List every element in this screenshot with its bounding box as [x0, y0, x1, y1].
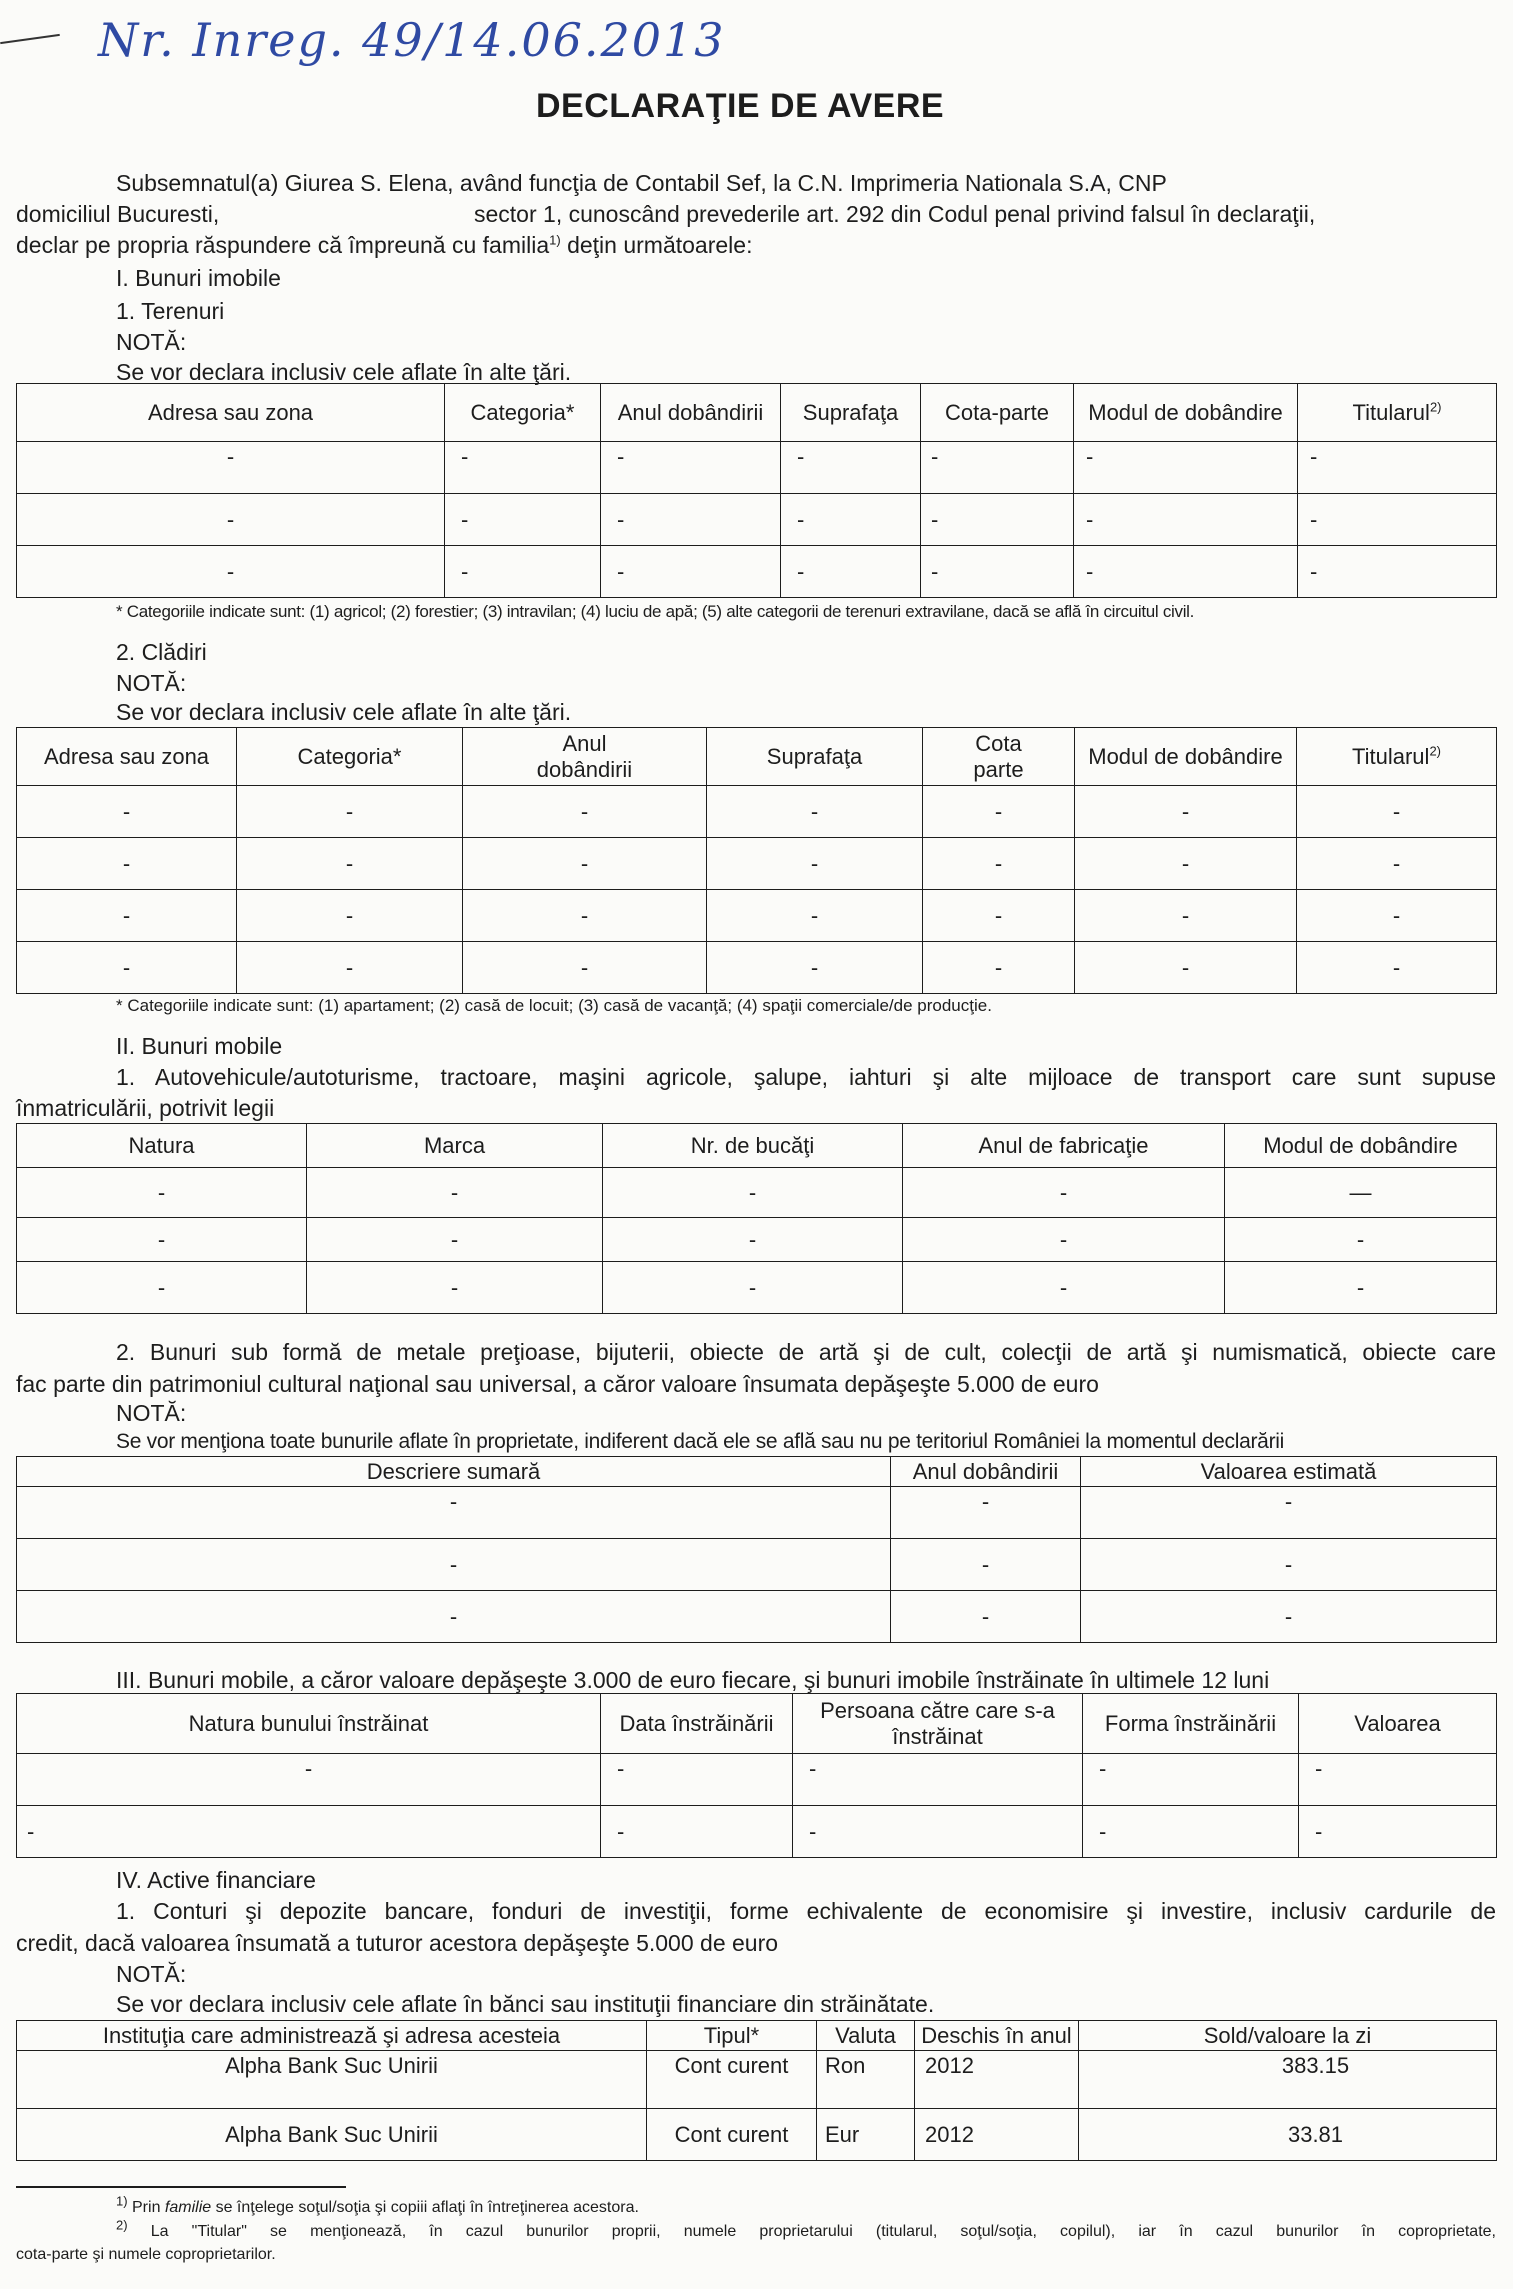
table-cell: -: [793, 1806, 1083, 1858]
table-cell: -: [891, 1591, 1081, 1643]
table-cell: -: [237, 890, 463, 942]
footnote-1: $^{1)}$ Prin familie se înţelege soţul/soţia şi copiii aflaţi în întreţinerea acestora.: [116, 2193, 639, 2216]
table-header-row: [17, 728, 1497, 786]
col-header: Suprafaţa: [781, 384, 921, 442]
table-cell: -: [463, 942, 707, 994]
table-cell: -: [1074, 442, 1298, 494]
nota-text: Se vor declara inclusiv cele aflate în bănci sau instituţii financiare din străinătate.: [116, 1991, 935, 2017]
section-4-heading: IV. Active financiare: [116, 1867, 316, 1893]
nota-text: Se vor declara inclusiv cele aflate în alte ţări.: [116, 699, 572, 725]
col-header: Persoana către care s-a înstrăinat: [793, 1694, 1083, 1754]
instrainate-table: [16, 1693, 1497, 1858]
table-header-row: [17, 1124, 1497, 1168]
table-cell: -: [891, 1539, 1081, 1591]
table-cell: -: [1075, 838, 1297, 890]
table-cell: -: [17, 942, 237, 994]
footnote-separator: [16, 2186, 346, 2188]
section-4-sub1-line-a: 1. Conturi şi depozite bancare, fonduri de investiţii, forme echivalente de economisire şi investire, inclusiv cardurile de: [116, 1898, 1496, 1924]
col-header: Modul de dobândire: [1225, 1124, 1497, 1168]
table-cell: -: [903, 1168, 1225, 1218]
col-header: Modul de dobândire: [1074, 384, 1298, 442]
table-cell: -: [1225, 1262, 1497, 1314]
col-header: Cota parte: [923, 728, 1075, 786]
institution-cell: Alpha Bank Suc Unirii: [17, 2051, 647, 2109]
table-cell: -: [307, 1218, 603, 1262]
cladiri-table: [16, 727, 1497, 994]
table-row: [17, 1218, 1497, 1262]
table-cell: -: [923, 890, 1075, 942]
table-cell: -: [1083, 1806, 1299, 1858]
intro-line-1: Subsemnatul(a) Giurea S. Elena, având funcţia de Contabil Sef, la C.N. Imprimeria Nationala S.A, CNP: [116, 170, 1167, 196]
table-cell: -: [601, 546, 781, 598]
table-cell: -: [603, 1218, 903, 1262]
col-header: Anul dobândirii: [891, 1457, 1081, 1487]
nota-label: NOTĂ:: [116, 329, 187, 355]
table-row: [17, 1262, 1497, 1314]
section-1-sub-terenuri: 1. Terenuri: [116, 298, 225, 324]
table-cell: -: [1298, 442, 1497, 494]
institution-cell: Alpha Bank Suc Unirii: [17, 2109, 647, 2161]
table-cell: -: [17, 1806, 601, 1858]
table-cell: -: [17, 786, 237, 838]
footnote-2-line-a: $^{2)}$ La "Titular" se menţionează, în cazul bunurilor proprii, numele proprietarului (titularul, soţul/soţia, copilul), iar în cazul bunurilor în coproprietate,: [116, 2217, 1496, 2240]
table-cell: -: [923, 942, 1075, 994]
terenuri-footnote: * Categoriile indicate sunt: (1) agricol; (2) forestier; (3) intravilan; (4) luciu de apă; (5) alte categorii de terenuri extravilane, dacă se află în circuitul civil.: [116, 602, 1195, 621]
col-header: Categoria*: [237, 728, 463, 786]
col-header: Valoarea: [1299, 1694, 1497, 1754]
section-1-sub-cladiri: 2. Clădiri: [116, 639, 207, 665]
table-cell: -: [793, 1754, 1083, 1806]
table-cell: -: [1299, 1754, 1497, 1806]
table-cell: -: [603, 1168, 903, 1218]
table-cell: -: [781, 442, 921, 494]
col-header: Cota-parte: [921, 384, 1074, 442]
table-cell: -: [17, 1218, 307, 1262]
table-header-row: [17, 2021, 1497, 2051]
table-cell: -: [17, 1754, 601, 1806]
col-header: Deschis în anul: [915, 2021, 1079, 2051]
table-header-row: [17, 384, 1497, 442]
table-cell: -: [903, 1262, 1225, 1314]
table-cell: -: [237, 942, 463, 994]
section-2-sub1-line-b: înmatriculării, potrivit legii: [16, 1095, 275, 1121]
col-header: Anul dobândirii: [601, 384, 781, 442]
table-row: [17, 1754, 1497, 1806]
table-cell: -: [903, 1218, 1225, 1262]
table-cell: -: [921, 442, 1074, 494]
table-cell: -: [1083, 1754, 1299, 1806]
col-header: Adresa sau zona: [17, 384, 445, 442]
table-cell: -: [601, 1754, 793, 1806]
col-header: Natura bunului înstrăinat: [17, 1694, 601, 1754]
section-2-sub2-line-b: fac parte din patrimoniul cultural naţional sau universal, a căror valoare însumata depăşeşte 5.000 de euro: [16, 1371, 1099, 1397]
nota-label: NOTĂ:: [116, 1400, 187, 1426]
col-header: Anul dobândirii: [463, 728, 707, 786]
table-row: [17, 1487, 1497, 1539]
intro-line-2-right: sector 1, cunoscând prevederile art. 292 din Codul penal privind falsul în declaraţii,: [474, 201, 1316, 227]
table-cell: -: [1081, 1539, 1497, 1591]
bunuri-valoare-table: [16, 1456, 1497, 1643]
currency-cell: Eur: [817, 2109, 915, 2161]
col-header: Nr. de bucăţi: [603, 1124, 903, 1168]
col-header: Marca: [307, 1124, 603, 1168]
table-cell: -: [1297, 838, 1497, 890]
col-header: Data înstrăinării: [601, 1694, 793, 1754]
balance-cell: 383.15: [1079, 2051, 1497, 2109]
nota-text: Se vor menţiona toate bunurile aflate în proprietate, indiferent dacă ele se află sau nu pe teritoriul României la momentul declarării: [116, 1430, 1284, 1453]
table-cell: -: [17, 1539, 891, 1591]
table-cell: -: [1297, 786, 1497, 838]
col-header: Tipul*: [647, 2021, 817, 2051]
col-header: Instituţia care administrează şi adresa acesteia: [17, 2021, 647, 2051]
table-cell: -: [1081, 1487, 1497, 1539]
table-cell: -: [1297, 942, 1497, 994]
table-cell: -: [17, 1487, 891, 1539]
table-cell: -: [17, 546, 445, 598]
table-cell: -: [17, 1168, 307, 1218]
col-header: Adresa sau zona: [17, 728, 237, 786]
table-cell: -: [307, 1168, 603, 1218]
table-cell: -: [601, 1806, 793, 1858]
table-cell: -: [445, 442, 601, 494]
nota-text: Se vor declara inclusiv cele aflate în alte ţări.: [116, 359, 572, 385]
table-cell: -: [1074, 494, 1298, 546]
table-cell: -: [463, 890, 707, 942]
col-header: Anul de fabricaţie: [903, 1124, 1225, 1168]
section-1-heading: I. Bunuri imobile: [116, 265, 281, 291]
table-cell: -: [463, 786, 707, 838]
table-cell: -: [17, 442, 445, 494]
table-row: [17, 942, 1497, 994]
table-cell: -: [891, 1487, 1081, 1539]
section-2-sub2-line-a: 2. Bunuri sub formă de metale preţioase, bijuterii, obiecte de artă şi de cult, colecţii de artă şi numismatică, obiecte care: [116, 1339, 1496, 1365]
table-cell: -: [445, 546, 601, 598]
table-cell: -: [237, 786, 463, 838]
table-cell: -: [1299, 1806, 1497, 1858]
table-cell: -: [707, 942, 923, 994]
table-header-row: [17, 1694, 1497, 1754]
col-header: Titularul$^{2)}$: [1297, 728, 1497, 786]
section-4-sub1-line-b: credit, dacă valoarea însumată a tuturor acestora depăşeşte 5.000 de euro: [16, 1930, 779, 1956]
table-row: [17, 2109, 1497, 2161]
table-cell: -: [923, 838, 1075, 890]
terenuri-table: [16, 383, 1497, 598]
table-cell: -: [1081, 1591, 1497, 1643]
table-row: [17, 2051, 1497, 2109]
table-cell: -: [1075, 890, 1297, 942]
nota-label: NOTĂ:: [116, 670, 187, 696]
col-header: Valoarea estimată: [1081, 1457, 1497, 1487]
table-cell: -: [445, 494, 601, 546]
table-cell: -: [17, 890, 237, 942]
footnote-2-line-b: cota-parte şi numele coproprietarilor.: [16, 2246, 276, 2263]
currency-cell: Ron: [817, 2051, 915, 2109]
nota-label: NOTĂ:: [116, 1961, 187, 1987]
table-cell: -: [17, 838, 237, 890]
table-cell: -: [17, 1262, 307, 1314]
table-header-row: [17, 1457, 1497, 1487]
registration-number-handwritten: Nr. Inreg. 49/14.06.2013: [98, 13, 726, 67]
table-cell: -: [1074, 546, 1298, 598]
table-cell: -: [707, 838, 923, 890]
section-2-heading: II. Bunuri mobile: [116, 1033, 283, 1059]
table-cell: -: [463, 838, 707, 890]
table-row: [17, 1591, 1497, 1643]
table-cell: -: [307, 1262, 603, 1314]
type-cell: Cont curent: [647, 2051, 817, 2109]
type-cell: Cont curent: [647, 2109, 817, 2161]
intro-line-3: declar pe propria răspundere că împreună cu familia$^{1)}$ deţin următoarele:: [16, 232, 753, 258]
table-cell: -: [707, 786, 923, 838]
cladiri-footnote: * Categoriile indicate sunt: (1) apartament; (2) casă de locuit; (3) casă de vacanţă; (4) spaţii comerciale/de producţie.: [116, 996, 992, 1015]
table-row: [17, 442, 1497, 494]
table-cell: -: [1297, 890, 1497, 942]
table-cell: -: [923, 786, 1075, 838]
col-header: Sold/valoare la zi: [1079, 2021, 1497, 2051]
col-header: Categoria*: [445, 384, 601, 442]
intro-line-2-left: domiciliul Bucuresti,: [16, 201, 220, 227]
col-header: Forma înstrăinării: [1083, 1694, 1299, 1754]
section-2-sub1-line-a: 1. Autovehicule/autoturisme, tractoare, maşini agricole, şalupe, iahturi şi alte mijloace de transport care sunt supuse: [116, 1064, 1496, 1090]
table-cell: -: [237, 838, 463, 890]
autovehicule-table: [16, 1123, 1497, 1314]
table-row: [17, 838, 1497, 890]
table-cell: -: [17, 1591, 891, 1643]
table-row: [17, 494, 1497, 546]
table-cell: -: [921, 494, 1074, 546]
table-cell: —: [1225, 1168, 1497, 1218]
table-cell: -: [603, 1262, 903, 1314]
table-row: [17, 1539, 1497, 1591]
conturi-table: [16, 2020, 1497, 2161]
col-header: Modul de dobândire: [1075, 728, 1297, 786]
table-cell: -: [707, 890, 923, 942]
year-cell: 2012: [915, 2051, 1079, 2109]
margin-mark: [0, 34, 60, 44]
year-cell: 2012: [915, 2109, 1079, 2161]
col-header: Titularul$^{2)}$: [1298, 384, 1497, 442]
table-row: [17, 1168, 1497, 1218]
table-cell: -: [921, 546, 1074, 598]
table-cell: -: [1298, 546, 1497, 598]
table-row: [17, 890, 1497, 942]
col-header: Valuta: [817, 2021, 915, 2051]
table-cell: -: [781, 494, 921, 546]
table-cell: -: [601, 442, 781, 494]
balance-cell: 33.81: [1079, 2109, 1497, 2161]
table-cell: -: [1075, 942, 1297, 994]
table-cell: -: [781, 546, 921, 598]
col-header: Suprafaţa: [707, 728, 923, 786]
col-header: Natura: [17, 1124, 307, 1168]
table-cell: -: [17, 494, 445, 546]
table-row: [17, 546, 1497, 598]
section-3-heading: III. Bunuri mobile, a căror valoare depăşeşte 3.000 de euro fiecare, şi bunuri imobile înstrăinate în ultimele 12 luni: [116, 1667, 1270, 1693]
table-cell: -: [601, 494, 781, 546]
page-title: DECLARAŢIE DE AVERE: [536, 87, 945, 125]
table-cell: -: [1298, 494, 1497, 546]
col-header: Descriere sumară: [17, 1457, 891, 1487]
table-cell: -: [1225, 1218, 1497, 1262]
table-row: [17, 786, 1497, 838]
table-cell: -: [1075, 786, 1297, 838]
table-row: [17, 1806, 1497, 1858]
